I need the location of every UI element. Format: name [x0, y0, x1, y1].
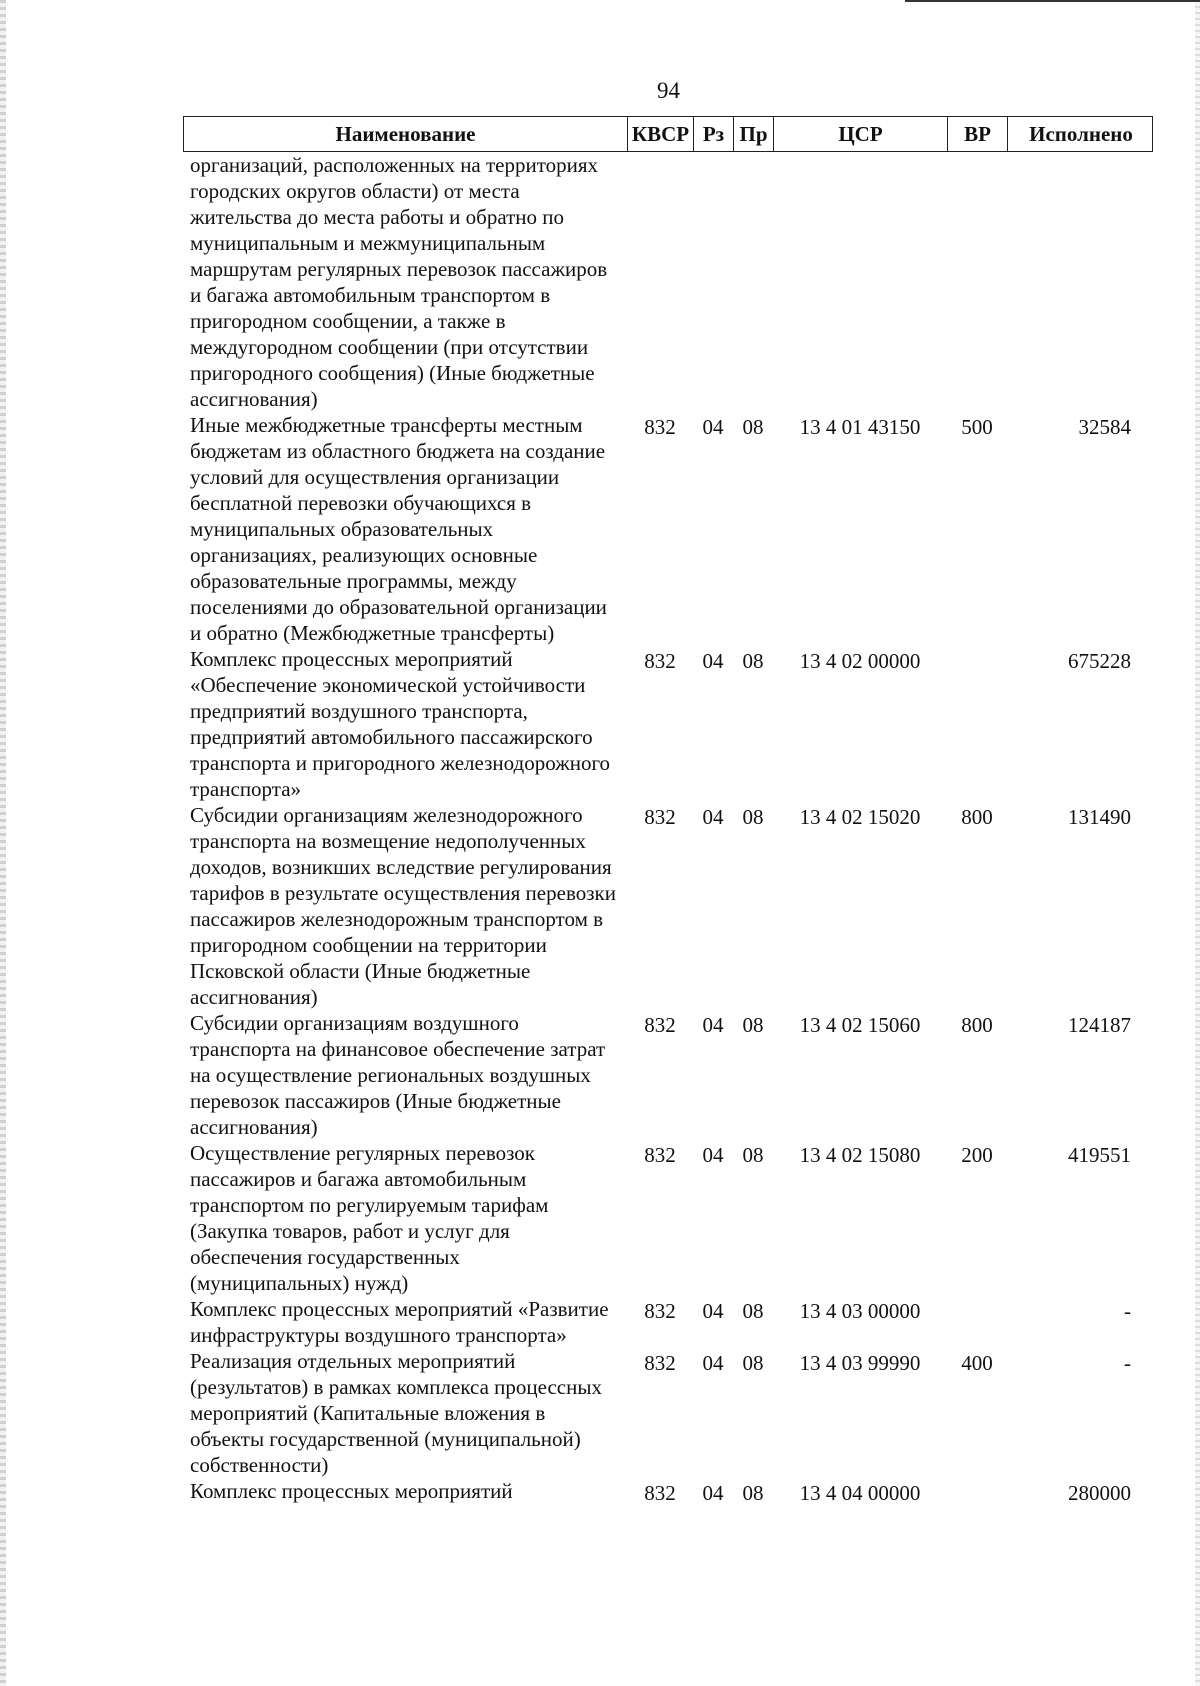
cell-kvsr: 832 [644, 1481, 676, 1505]
cell-kvsr: 832 [644, 649, 676, 673]
cell-rz: 04 [702, 415, 724, 439]
cell-csr: 13 4 03 00000 [799, 1299, 921, 1323]
cell-pr: 08 [742, 415, 764, 439]
cell-pr: 08 [742, 1481, 764, 1505]
cell-vr: 400 [961, 1351, 993, 1375]
cell-total: 124187 [1068, 1013, 1131, 1037]
table-row [183, 1348, 1153, 1478]
table-row [183, 412, 1153, 646]
table-row [183, 1296, 1153, 1348]
cell-name: Иные межбюджетные трансферты местным бюджетам из областного бюджета на создание условий для осуществления организации бесплатной перевозки обучающихся в муниципальных образовательных организациях, реализующих основные образовательные программы, между поселениями до образовательной организации и обратно (Межбюджетные трансферты) [190, 413, 607, 645]
header-vr: ВР [948, 117, 1008, 151]
cell-pr: 08 [742, 1143, 764, 1167]
cell-total: 280000 [1068, 1481, 1131, 1505]
cell-total: 419551 [1068, 1143, 1131, 1167]
cell-kvsr: 832 [644, 1143, 676, 1167]
header-kvsr: КВСР [628, 117, 694, 151]
cell-rz: 04 [702, 805, 724, 829]
cell-kvsr: 832 [644, 1351, 676, 1375]
cell-vr: 800 [961, 805, 993, 829]
header-total: Исполнено [1029, 121, 1133, 146]
table-row [183, 1140, 1153, 1296]
header-csr: ЦСР [774, 117, 948, 151]
table-row [183, 1478, 1153, 1506]
cell-name: Осуществление регулярных перевозок пассажиров и багажа автомобильным транспортом по регулируемым тарифам (Закупка товаров, работ и услуг для обеспечения государственных (муниципальных) нужд) [190, 1141, 549, 1295]
cell-csr: 13 4 03 99990 [799, 1351, 921, 1375]
table-header [183, 116, 1153, 152]
cell-kvsr: 832 [644, 805, 676, 829]
cell-csr: 13 4 01 43150 [799, 415, 921, 439]
cell-total: 32584 [1078, 415, 1131, 439]
cell-name: Субсидии организациям воздушного транспорта на финансовое обеспечение затрат на осуществление региональных воздушных перевозок пассажиров (Иные бюджетные ассигнования) [190, 1011, 606, 1139]
cell-vr [947, 152, 1007, 412]
cell-total: - [1124, 1351, 1131, 1375]
cell-vr [947, 646, 1007, 802]
table-row [183, 1010, 1153, 1140]
cell-pr: 08 [742, 1351, 764, 1375]
cell-name: Реализация отдельных мероприятий (результатов) в рамках комплекса процессных мероприятий (Капитальные вложения в объекты государственной (муниципальной) собственности) [190, 1349, 602, 1477]
cell-total [1007, 152, 1153, 412]
cell-rz: 04 [702, 1299, 724, 1323]
cell-name: Субсидии организациям железнодорожного транспорта на возмещение недополученных доходов, возникших вследствие регулирования тарифов в результате осуществления перевозки пассажиров железнодорожным транспортом в пригородном сообщении на территории Псковской области (Иные бюджетные ассигнования) [190, 803, 616, 1009]
scan-edge-right [1195, 0, 1200, 1686]
cell-name: Комплекс процессных мероприятий «Обеспечение экономической устойчивости предприятий воздушного транспорта, предприятий автомобильного пассажирского транспорта и пригородного железнодорожного транспорта» [190, 647, 611, 801]
cell-vr: 200 [961, 1143, 993, 1167]
header-pr: Пр [734, 117, 774, 151]
cell-pr: 08 [742, 805, 764, 829]
cell-rz: 04 [702, 649, 724, 673]
cell-name: организаций, расположенных на территориях городских округов области) от места жительства до места работы и обратно по муниципальным и межмуниципальным маршрутам регулярных перевозок пассажиров и багажа автомобильным транспортом в пригородном сообщении, а также в междугородном сообщении (при отсутствии пригородного сообщения) (Иные бюджетные ассигнования) [190, 153, 608, 411]
cell-pr: 08 [742, 1299, 764, 1323]
cell-pr: 08 [742, 1013, 764, 1037]
table-row [183, 152, 1153, 412]
cell-name: Комплекс процессных мероприятий [190, 1479, 513, 1503]
table-body [183, 152, 1153, 1506]
cell-vr: 500 [961, 415, 993, 439]
cell-csr: 13 4 02 15060 [799, 1013, 921, 1037]
cell-total: 675228 [1068, 649, 1131, 673]
cell-kvsr: 832 [644, 1299, 676, 1323]
cell-vr [947, 1478, 1007, 1506]
cell-csr: 13 4 04 00000 [799, 1481, 921, 1505]
cell-total: - [1124, 1299, 1131, 1323]
cell-csr: 13 4 02 15080 [799, 1143, 921, 1167]
cell-total: 131490 [1068, 805, 1131, 829]
cell-pr [733, 152, 773, 412]
cell-rz [693, 152, 733, 412]
cell-kvsr: 832 [644, 415, 676, 439]
cell-kvsr [627, 152, 693, 412]
scan-edge-left [0, 0, 6, 1686]
cell-rz: 04 [702, 1013, 724, 1037]
page-number: 94 [657, 78, 680, 103]
cell-rz: 04 [702, 1351, 724, 1375]
cell-vr: 800 [961, 1013, 993, 1037]
cell-csr [773, 152, 947, 412]
cell-csr: 13 4 02 15020 [799, 805, 921, 829]
cell-rz: 04 [702, 1481, 724, 1505]
table-row [183, 802, 1153, 1010]
cell-csr: 13 4 02 00000 [799, 649, 921, 673]
budget-table [183, 116, 1153, 1506]
cell-vr [947, 1296, 1007, 1348]
cell-rz: 04 [702, 1143, 724, 1167]
table-row [183, 646, 1153, 802]
cell-pr: 08 [742, 649, 764, 673]
top-rule [905, 0, 1200, 2]
cell-name: Комплекс процессных мероприятий «Развитие инфраструктуры воздушного транспорта» [190, 1297, 609, 1347]
header-name: Наименование [184, 117, 628, 151]
header-rz: Рз [694, 117, 734, 151]
cell-kvsr: 832 [644, 1013, 676, 1037]
